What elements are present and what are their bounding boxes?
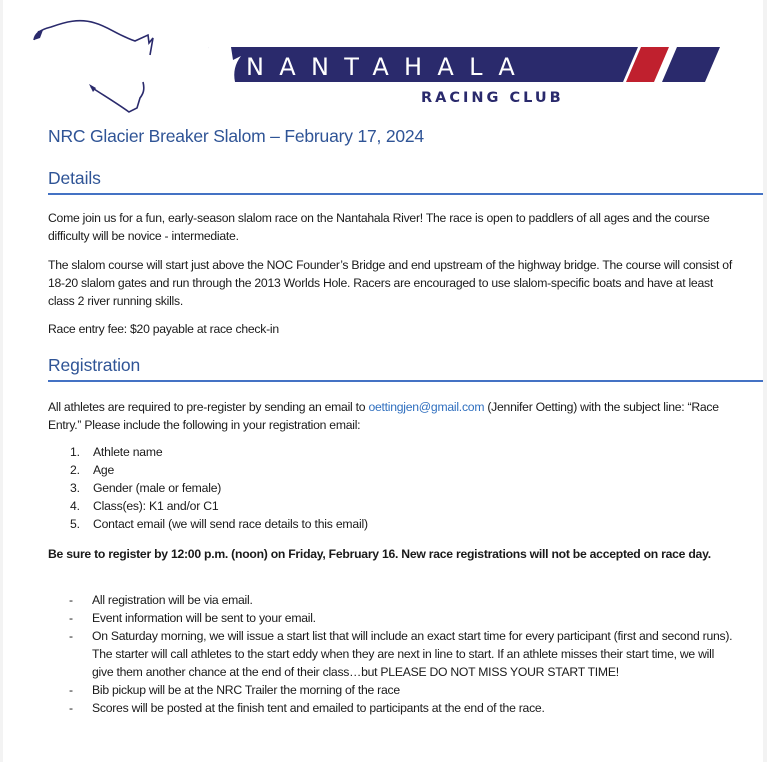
registration-deadline-note: Be sure to register by 12:00 p.m. (noon) on Friday, February 16. New race registrations will not be accepted on race day. — [48, 547, 711, 561]
list-item — [48, 681, 738, 699]
logo-subtitle: RACING CLUB — [421, 90, 564, 106]
entry-fee-paragraph: Race entry fee: $20 payable at race check-in — [48, 322, 279, 336]
club-logo — [3, 0, 763, 120]
list-item-text: Event information will be sent to your email. — [92, 611, 316, 625]
logo-rhino-chin — [89, 84, 96, 92]
list-number: 5. — [70, 517, 80, 531]
list-item — [48, 699, 738, 717]
list-item — [48, 461, 368, 479]
list-number: 1. — [70, 445, 80, 459]
logo-navy-stripe — [662, 47, 720, 82]
registration-heading: Registration — [48, 355, 763, 382]
list-number: 3. — [70, 481, 80, 495]
dash-bullet: - — [69, 593, 73, 607]
list-item — [48, 497, 368, 515]
logo-rhino-jaw — [91, 82, 144, 112]
registration-notes-list — [48, 591, 738, 717]
list-item-text: Age — [93, 463, 115, 477]
list-item — [48, 443, 368, 461]
list-item-text: Bib pickup will be at the NRC Trailer the morning of the race — [92, 683, 400, 697]
dash-bullet: - — [69, 611, 73, 625]
list-item — [48, 609, 738, 627]
list-item — [48, 627, 738, 681]
list-item-text: Athlete name — [93, 445, 163, 459]
required-info-list — [48, 443, 368, 533]
registration-intro — [48, 398, 738, 434]
dash-bullet: - — [69, 629, 73, 643]
list-item-text: Class(es): K1 and/or C1 — [93, 499, 219, 513]
details-paragraph: The slalom course will start just above the NOC Founder’s Bridge and end upstream of the highway bridge. The course will consist of 18-20 slalom gates and run through the 2013 Worlds Hole. Racers are encouraged to use slalom-specific boats and have at least class 2 river running skills. — [48, 258, 732, 308]
dash-bullet: - — [69, 701, 73, 715]
logo-title: NANTAHALA — [246, 53, 531, 81]
document-page — [3, 0, 763, 762]
list-number: 2. — [70, 463, 80, 477]
list-item-text: Contact email (we will send race details to this email) — [93, 517, 368, 531]
list-item — [48, 591, 738, 609]
list-item — [48, 515, 368, 533]
contact-email-link[interactable]: oettingjen@gmail.com — [368, 400, 485, 414]
list-item-text: Gender (male or female) — [93, 481, 222, 495]
list-item-text: All registration will be via email. — [92, 593, 253, 607]
list-item — [48, 479, 368, 497]
list-number: 4. — [70, 499, 80, 513]
list-item-text: On Saturday morning, we will issue a start list that will include an exact start time for every participant (first and second runs). The starter will call athletes to the start eddy when they are next in line to start. If an athlete misses their start time, we will give them another chance at the end of their class…but PLEASE DO NOT MISS YOUR START TIME! — [92, 629, 733, 679]
list-item-text: Scores will be posted at the finish tent and emailed to participants at the end of the race. — [92, 701, 545, 715]
details-heading: Details — [48, 168, 763, 195]
registration-intro-text: (Jennifer Oetting) with the subject line: “Race Entry.” Please include the following in your registration email: — [48, 400, 719, 432]
details-paragraph: Come join us for a fun, early-season slalom race on the Nantahala River! The race is open to paddlers of all ages and the course difficulty will be novice - intermediate. — [48, 211, 710, 243]
registration-intro-text: All athletes are required to pre-register by sending an email to — [48, 400, 369, 414]
dash-bullet: - — [69, 683, 73, 697]
page-title: NRC Glacier Breaker Slalom – February 17, 2024 — [48, 126, 424, 146]
logo-rhino-back — [34, 21, 153, 55]
